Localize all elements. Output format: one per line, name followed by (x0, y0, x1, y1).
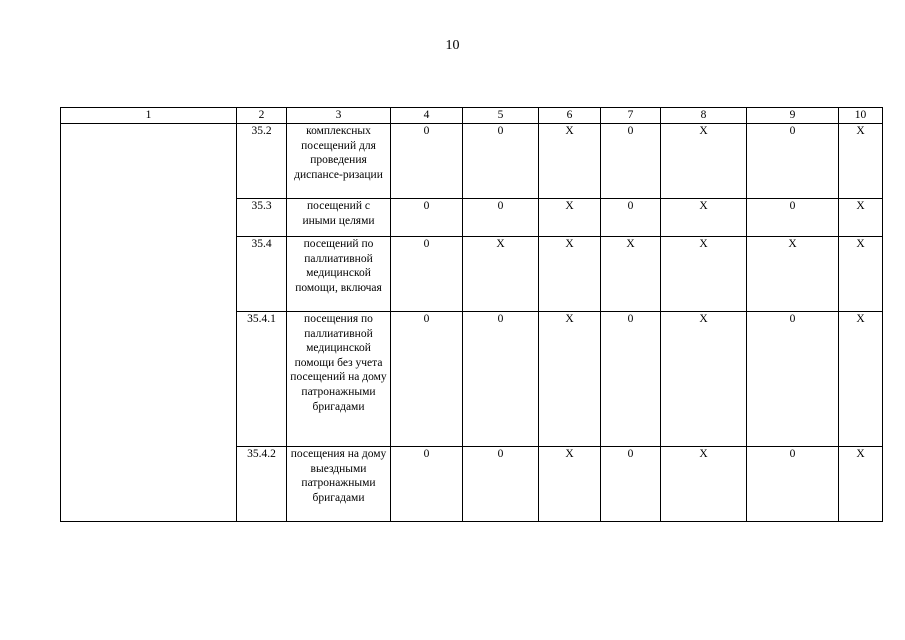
cell-col-6: Х (539, 237, 601, 312)
row-code: 35.3 (237, 199, 287, 237)
row-code: 35.4 (237, 237, 287, 312)
page-number: 10 (445, 38, 460, 53)
header-cell-4: 4 (391, 108, 463, 124)
first-column-cell (61, 124, 237, 522)
header-cell-1: 1 (61, 108, 237, 124)
cell-col-7: 0 (601, 124, 661, 199)
cell-col-7: 0 (601, 199, 661, 237)
cell-col-5: 0 (463, 447, 539, 522)
row-code: 35.2 (237, 124, 287, 199)
cell-col-10: Х (839, 447, 883, 522)
cell-col-9: 0 (747, 124, 839, 199)
row-description: комплексных посещений для проведения диспансе-ризации (287, 124, 391, 199)
row-description: посещений с иными целями (287, 199, 391, 237)
cell-col-7: 0 (601, 447, 661, 522)
cell-col-10: Х (839, 237, 883, 312)
data-table (60, 107, 883, 522)
cell-col-9: 0 (747, 199, 839, 237)
header-cell-8: 8 (661, 108, 747, 124)
header-row (61, 108, 883, 124)
cell-col-7: 0 (601, 312, 661, 447)
cell-col-9: 0 (747, 312, 839, 447)
header-cell-2: 2 (237, 108, 287, 124)
cell-col-4: 0 (391, 124, 463, 199)
row-description: посещения по паллиативной медицинской помощи без учета посещений на дому патронажными бригадами (287, 312, 391, 447)
cell-col-10: Х (839, 124, 883, 199)
header-cell-7: 7 (601, 108, 661, 124)
row-description: посещений по паллиативной медицинской помощи, включая (287, 237, 391, 312)
cell-col-5: 0 (463, 312, 539, 447)
cell-col-5: 0 (463, 199, 539, 237)
cell-col-6: Х (539, 447, 601, 522)
header-cell-3: 3 (287, 108, 391, 124)
header-cell-6: 6 (539, 108, 601, 124)
cell-col-8: Х (661, 312, 747, 447)
cell-col-5: Х (463, 237, 539, 312)
header-cell-10: 10 (839, 108, 883, 124)
cell-col-7: Х (601, 237, 661, 312)
row-description: посещения на дому выездными патронажными бригадами (287, 447, 391, 522)
cell-col-9: Х (747, 237, 839, 312)
cell-col-4: 0 (391, 199, 463, 237)
table-row (61, 124, 883, 199)
header-cell-9: 9 (747, 108, 839, 124)
cell-col-6: Х (539, 124, 601, 199)
header-cell-5: 5 (463, 108, 539, 124)
row-code: 35.4.2 (237, 447, 287, 522)
cell-col-4: 0 (391, 312, 463, 447)
cell-col-4: 0 (391, 447, 463, 522)
cell-col-8: Х (661, 237, 747, 312)
cell-col-8: Х (661, 199, 747, 237)
cell-col-10: Х (839, 312, 883, 447)
cell-col-8: Х (661, 447, 747, 522)
cell-col-9: 0 (747, 447, 839, 522)
cell-col-8: Х (661, 124, 747, 199)
row-code: 35.4.1 (237, 312, 287, 447)
cell-col-10: Х (839, 199, 883, 237)
cell-col-6: Х (539, 199, 601, 237)
cell-col-4: 0 (391, 237, 463, 312)
cell-col-5: 0 (463, 124, 539, 199)
cell-col-6: Х (539, 312, 601, 447)
